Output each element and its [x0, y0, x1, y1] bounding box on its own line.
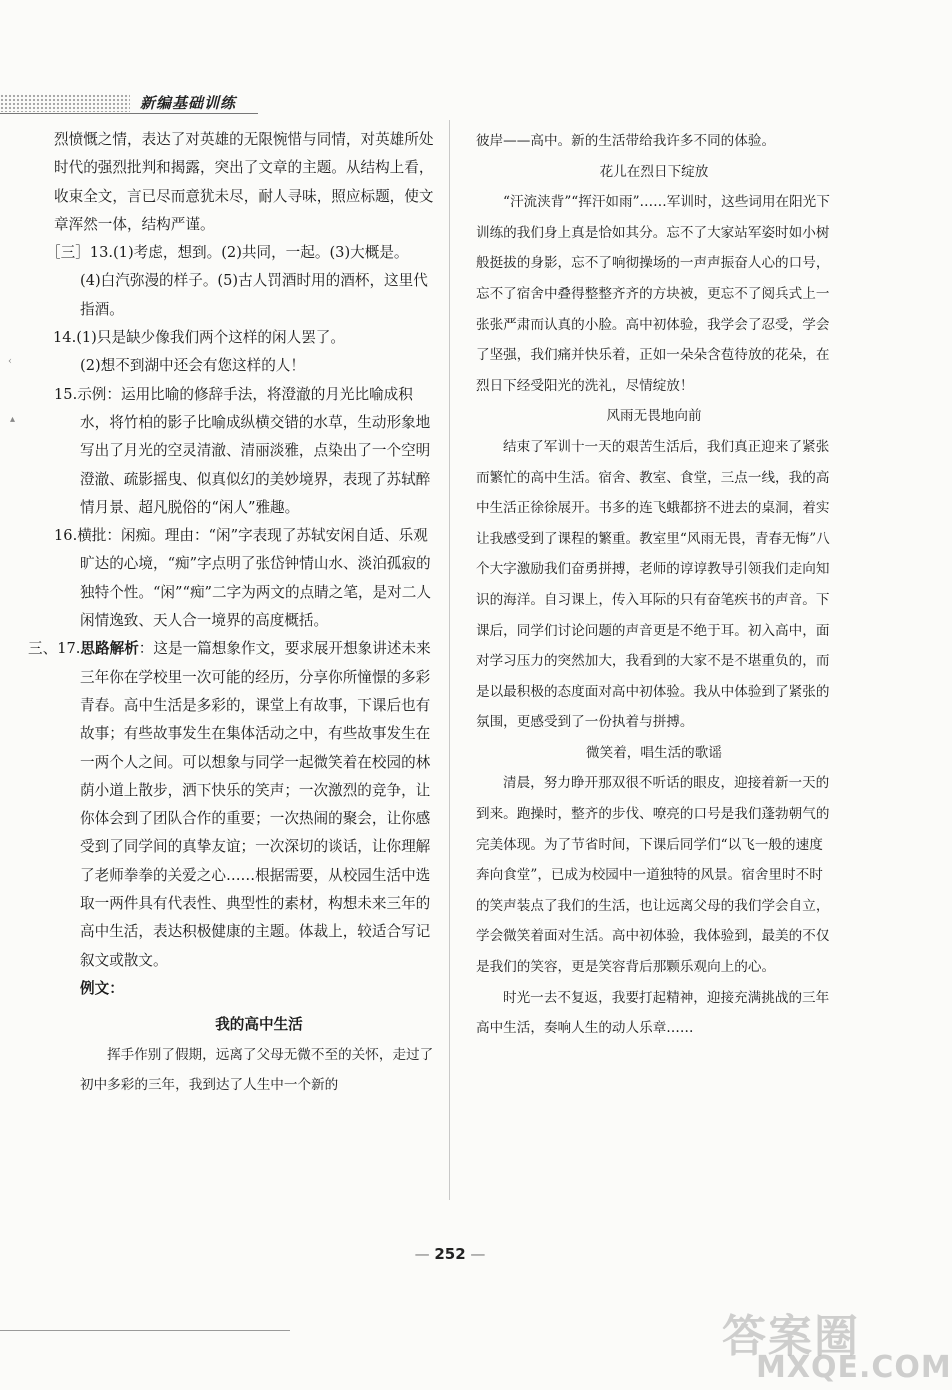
section-paragraph: 清晨，努力睁开那双很不听话的眼皮，迎接着新一天的到来。跑操时，整齐的步伐、嘹亮的口号是我们蓬勃朝气的完美体现。为了节省时间，下课后同学们“以飞一般的速度奔向食堂”，已成为校园中一道独特的风景。宿舍里时不时的笑声装点了我们的生活，也让远离父母的我们学会自立，学会微笑着面对生活。高中初体验，我体验到，最美的不仅是我们的笑容，更是笑容背后那颗乐观向上的心。	[476, 775, 830, 976]
answer-16: 16.横批：闲痴。理由：“闲”字表现了苏轼安闲自适、乐观旷达的心境，“痴”字点明了张岱钟情山水、淡泊孤寂的独特个性。“闲”“痴”二字为两文的点睛之笔，是对二人闲情逸致、天人合一境界的高度概括。	[54, 527, 431, 630]
watermark-text: 答案圈	[722, 1311, 860, 1362]
watermark-logo	[720, 1300, 952, 1390]
section-title: 花儿在烈日下绽放	[599, 163, 709, 180]
margin-mark: ▴	[10, 414, 16, 425]
essay-intro: 彼岸——高中。新的生活带给我许多不同的体验。	[476, 133, 776, 149]
answer-14-2: (2)想不到湖中还会有您这样的人！	[80, 357, 305, 375]
essay-paragraph: 挥手作别了假期，远离了父母无微不至的关怀，走过了初中多彩的三年，我到达了人生中一个新的	[80, 1046, 434, 1094]
left-column	[28, 126, 438, 1101]
watermark-domain: MXQE.COM	[756, 1350, 952, 1385]
header-dot-pattern	[0, 94, 130, 112]
running-header	[0, 92, 255, 114]
right-column	[476, 126, 832, 1044]
q17-text: ：这是一篇想象作文，要求展开想象讲述未来三年你在学校里一次可能的经历，分享你所憧憬的多彩青春。高中生活是多彩的，课堂上有故事，下课后也有故事；有些故事发生在集体活动之中，有些故事发生在一两个人之间。可以想象与同学一起微笑着在校园的林荫小道上散步，洒下快乐的笑声；一次激烈的竞争，让你体会到了团队合作的重要；一次热闹的聚会，让你感受到了同学间的真挚友谊；一次深切的谈话，让你理解了老师拳拳的关爱之心……根据需要，从校园生活中选取一两件具有代表性、典型性的素材，构想未来三年的高中生活，表达积极健康的主题。体裁上，较适合写记叙文或散文。	[80, 640, 431, 969]
answer-14: 14.(1)只是缺少像我们两个这样的闲人罢了。	[53, 329, 345, 347]
section-paragraph: 结束了军训十一天的艰苦生活后，我们真正迎来了紧张而繁忙的高中生活。宿舍、教室、食堂，三点一线，我的高中生活正徐徐展开。书多的连飞蛾都挤不进去的桌洞，着实让我感受到了课程的繁重。教室里“风雨无畏，青春无悔”八个大字激励我们奋勇拼搏，老师的谆谆教导引领我们走向知识的海洋。自习课上，传入耳际的只有奋笔疾书的声音。下课后，同学们讨论问题的声音更是不绝于耳。初入高中，面对学习压力的突然加大，我看到的大家不是不堪重负的，而是以最积极的态度面对高中初体验。我从中体验到了紧张的氛围，更感受到了一份执着与拼搏。	[476, 438, 830, 731]
section-paragraph: “汗流浃背”“挥汗如雨”……军训时，这些词用在阳光下训练的我们身上真是恰如其分。忘不了大家站军姿时如小树般挺拔的身影，忘不了响彻操场的一声声振奋人心的口号，忘不了宿舍中叠得整整齐齐的方块被，更忘不了阅兵式上一张张严肃而认真的小脸。高中初体验，我学会了忍受，学会了坚强，我们痛并快乐着，正如一朵朵含苞待放的花朵，在烈日下经受阳光的洗礼，尽情绽放！	[476, 194, 830, 394]
book-title: 新编基础训练	[140, 94, 237, 112]
margin-mark: ‹	[8, 356, 12, 367]
essay-title: 我的高中生活	[215, 1016, 303, 1034]
q17-label: 思路解析	[80, 640, 139, 658]
header-rule	[0, 113, 258, 114]
answer-13: ［三］13.(1)考虑，想到。(2)共同，一起。(3)大概是。	[46, 244, 409, 262]
column-divider	[449, 120, 450, 1200]
answer-13-cont: (4)白汽弥漫的样子。(5)古人罚酒时用的酒杯，这里代指酒。	[80, 272, 428, 318]
answer-15: 15.示例：运用比喻的修辞手法，将澄澈的月光比喻成积水，将竹柏的影子比喻成纵横交错的水草，生动形象地写出了月光的空灵清澈、清丽淡雅，点染出了一个空明澄澈、疏影摇曳、似真似幻的美妙境界，表现了苏轼醉情月景、超凡脱俗的“闲人”雅趣。	[54, 385, 431, 516]
example-label: 例文：	[80, 979, 124, 997]
answer-paragraph: 烈愤慨之情，表达了对英雄的无限惋惜与同情，对英雄所处时代的强烈批判和揭露，突出了文章的主题。从结构上看，收束全文，言已尽而意犹未尽，耐人寻味，照应标题，使文章浑然一体，结构严谨。	[54, 131, 434, 233]
page-number-value: 252	[434, 1245, 466, 1263]
section-title: 微笑着，唱生活的歌谣	[586, 744, 722, 761]
answer-17	[28, 635, 438, 975]
q17-prefix: 三、17.	[28, 640, 81, 658]
section-title: 风雨无畏地向前	[606, 408, 702, 425]
page-number: — 252 —	[414, 1245, 486, 1263]
footer-rule	[0, 1330, 290, 1331]
section-paragraph: 时光一去不复返，我要打起精神，迎接充满挑战的三年高中生活，奏响人生的动人乐章……	[476, 989, 830, 1037]
